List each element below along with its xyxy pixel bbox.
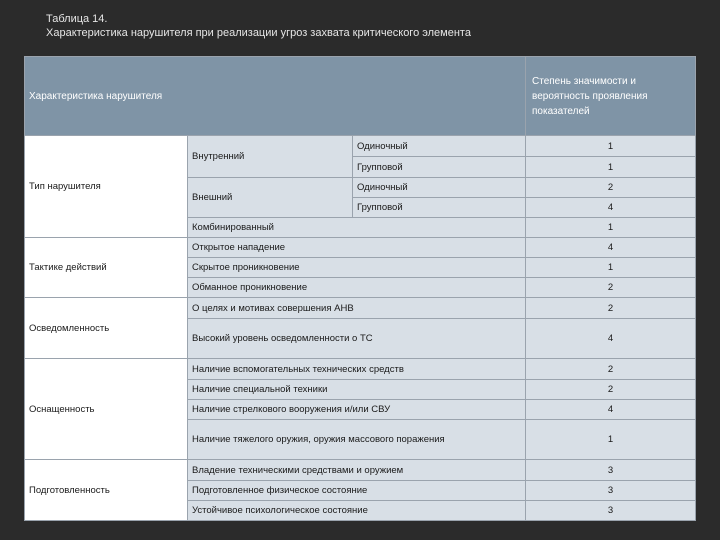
cell-value: 4 — [526, 238, 696, 258]
cell-value: 3 — [526, 501, 696, 521]
cell-value: 4 — [526, 319, 696, 359]
table-row — [25, 460, 696, 481]
table-row — [25, 298, 696, 319]
group-preparedness: Подготовленность — [25, 460, 188, 521]
group-type: Тип нарушителя — [25, 136, 188, 238]
header-characteristic: Характеристика нарушителя — [25, 57, 526, 136]
cell-value: 3 — [526, 460, 696, 481]
caption-title: Характеристика нарушителя при реализации угроз захвата критического элемента — [46, 27, 471, 39]
table-row — [25, 238, 696, 258]
cell-label: Владение техническими средствами и оружием — [188, 460, 526, 481]
cell-combined: Комбинированный — [188, 218, 526, 238]
cell-value: 1 — [526, 258, 696, 278]
cell-label: Высокий уровень осведомленности о ТС — [188, 319, 526, 359]
cell-internal: Внутренний — [188, 136, 353, 178]
header-significance: Степень значимости и вероятность проявления показателей — [526, 57, 696, 136]
intruder-table — [24, 56, 696, 521]
cell-value: 1 — [526, 157, 696, 178]
cell-value: 4 — [526, 198, 696, 218]
cell-group: Групповой — [353, 157, 526, 178]
group-tactics: Тактике действий — [25, 238, 188, 298]
cell-label: О целях и мотивах совершения АНВ — [188, 298, 526, 319]
group-equipment: Оснащенность — [25, 359, 188, 460]
cell-single: Одиночный — [353, 136, 526, 157]
cell-group: Групповой — [353, 198, 526, 218]
cell-value: 1 — [526, 218, 696, 238]
caption-number: Таблица 14. — [46, 13, 108, 25]
cell-value: 2 — [526, 278, 696, 298]
cell-label: Обманное проникновение — [188, 278, 526, 298]
cell-value: 1 — [526, 136, 696, 157]
cell-label: Открытое нападение — [188, 238, 526, 258]
cell-label: Наличие вспомогательных технических средств — [188, 359, 526, 380]
cell-value: 2 — [526, 298, 696, 319]
cell-value: 4 — [526, 400, 696, 420]
cell-label: Подготовленное физическое состояние — [188, 481, 526, 501]
table-caption — [46, 12, 471, 40]
table-row — [25, 136, 696, 157]
cell-label: Наличие тяжелого оружия, оружия массового поражения — [188, 420, 526, 460]
group-awareness: Осведомленность — [25, 298, 188, 359]
cell-external: Внешний — [188, 178, 353, 218]
cell-label: Устойчивое психологическое состояние — [188, 501, 526, 521]
cell-label: Скрытое проникновение — [188, 258, 526, 278]
cell-value: 1 — [526, 420, 696, 460]
table-row — [25, 359, 696, 380]
cell-value: 2 — [526, 178, 696, 198]
cell-single: Одиночный — [353, 178, 526, 198]
cell-value: 2 — [526, 359, 696, 380]
cell-label: Наличие специальной техники — [188, 380, 526, 400]
cell-label: Наличие стрелкового вооружения и/или СВУ — [188, 400, 526, 420]
cell-value: 2 — [526, 380, 696, 400]
header-row — [25, 57, 696, 136]
cell-value: 3 — [526, 481, 696, 501]
